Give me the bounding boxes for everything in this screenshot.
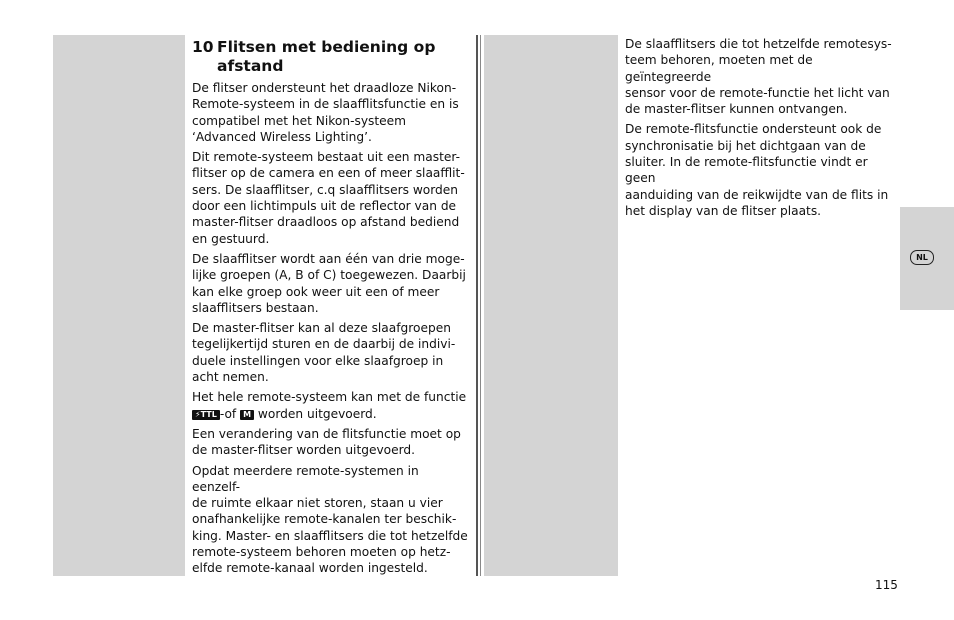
left-column — [192, 38, 470, 581]
language-badge: NL — [910, 250, 934, 265]
paragraph: Opdat meerdere remote-systemen in eenzelf- de ruimte elkaar niet storen, staan u vier onafhankelijke remote-kanalen ter beschik- king. Master- en slaafflitsers die tot hetzelfde remote-systeem behoren moeten op hetz- elfde remote-kanaal worden ingesteld. — [192, 463, 468, 576]
function-paragraph — [192, 389, 470, 422]
function-text-after: worden uitgevoerd. — [257, 406, 377, 421]
manual-mode-icon: M — [240, 410, 254, 420]
column-divider — [476, 35, 478, 576]
section-title-line1: Flitsen met bediening op — [217, 38, 436, 56]
paragraph: De master-flitser kan al deze slaafgroepen tegelijkertijd sturen en de daarbij de indivi- duele instellingen voor elke slaafgroep in acht nemen. — [192, 321, 456, 385]
function-text-before: Het hele remote-systeem kan met de functie — [192, 390, 467, 405]
section-number: 10 — [192, 38, 214, 56]
ttl-badge-label: TTL — [200, 409, 217, 419]
margin-band-left — [53, 35, 185, 576]
paragraph: De remote-flitsfunctie ondersteunt ook de synchronisatie bij het dichtgaan van de sluiter. In de remote-flitsfunctie vindt er geen aanduiding van de reikwijdte van de flits in het display van de flitser plaats. — [625, 122, 889, 218]
right-column — [625, 36, 897, 223]
section-title-line2: afstand — [217, 57, 284, 75]
section-heading — [192, 38, 470, 76]
paragraph: De flitser ondersteunt het draadloze Nikon- Remote-systeem in de slaafflitsfunctie en is compatibel met het Nikon-systeem ‘Advanced Wireless Lighting’. — [192, 81, 459, 144]
paragraph: Een verandering van de flitsfunctie moet op de master-flitser worden uitgevoerd. — [192, 426, 461, 458]
margin-band-middle — [484, 35, 618, 576]
paragraph: De slaafflitsers die tot hetzelfde remotesys- teem behoren, moeten met de geïntegreerde sensor voor de remote-functie het licht van de master-flitser kunnen ontvangen. — [625, 37, 892, 117]
page-number: 115 — [875, 578, 898, 592]
paragraph: Dit remote-systeem bestaat uit een master- flitser op de camera en een of meer slaafflit- sers. De slaafflitser, c.q slaafflitsers worden door een lichtimpuls uit de reflector van de master-flitser draadloos op afstand bediend en gestuurd. — [192, 150, 465, 246]
function-connector: -of — [219, 406, 237, 421]
paragraph: De slaafflitser wordt aan één van drie moge- lijke groepen (A, B of C) toegewezen. Daarbij kan elke groep ook weer uit een of meer slaafflitsers bestaan. — [192, 251, 466, 315]
column-divider-thin — [480, 35, 481, 576]
ttl-flash-mode-icon: ⚡TTL — [192, 410, 220, 420]
